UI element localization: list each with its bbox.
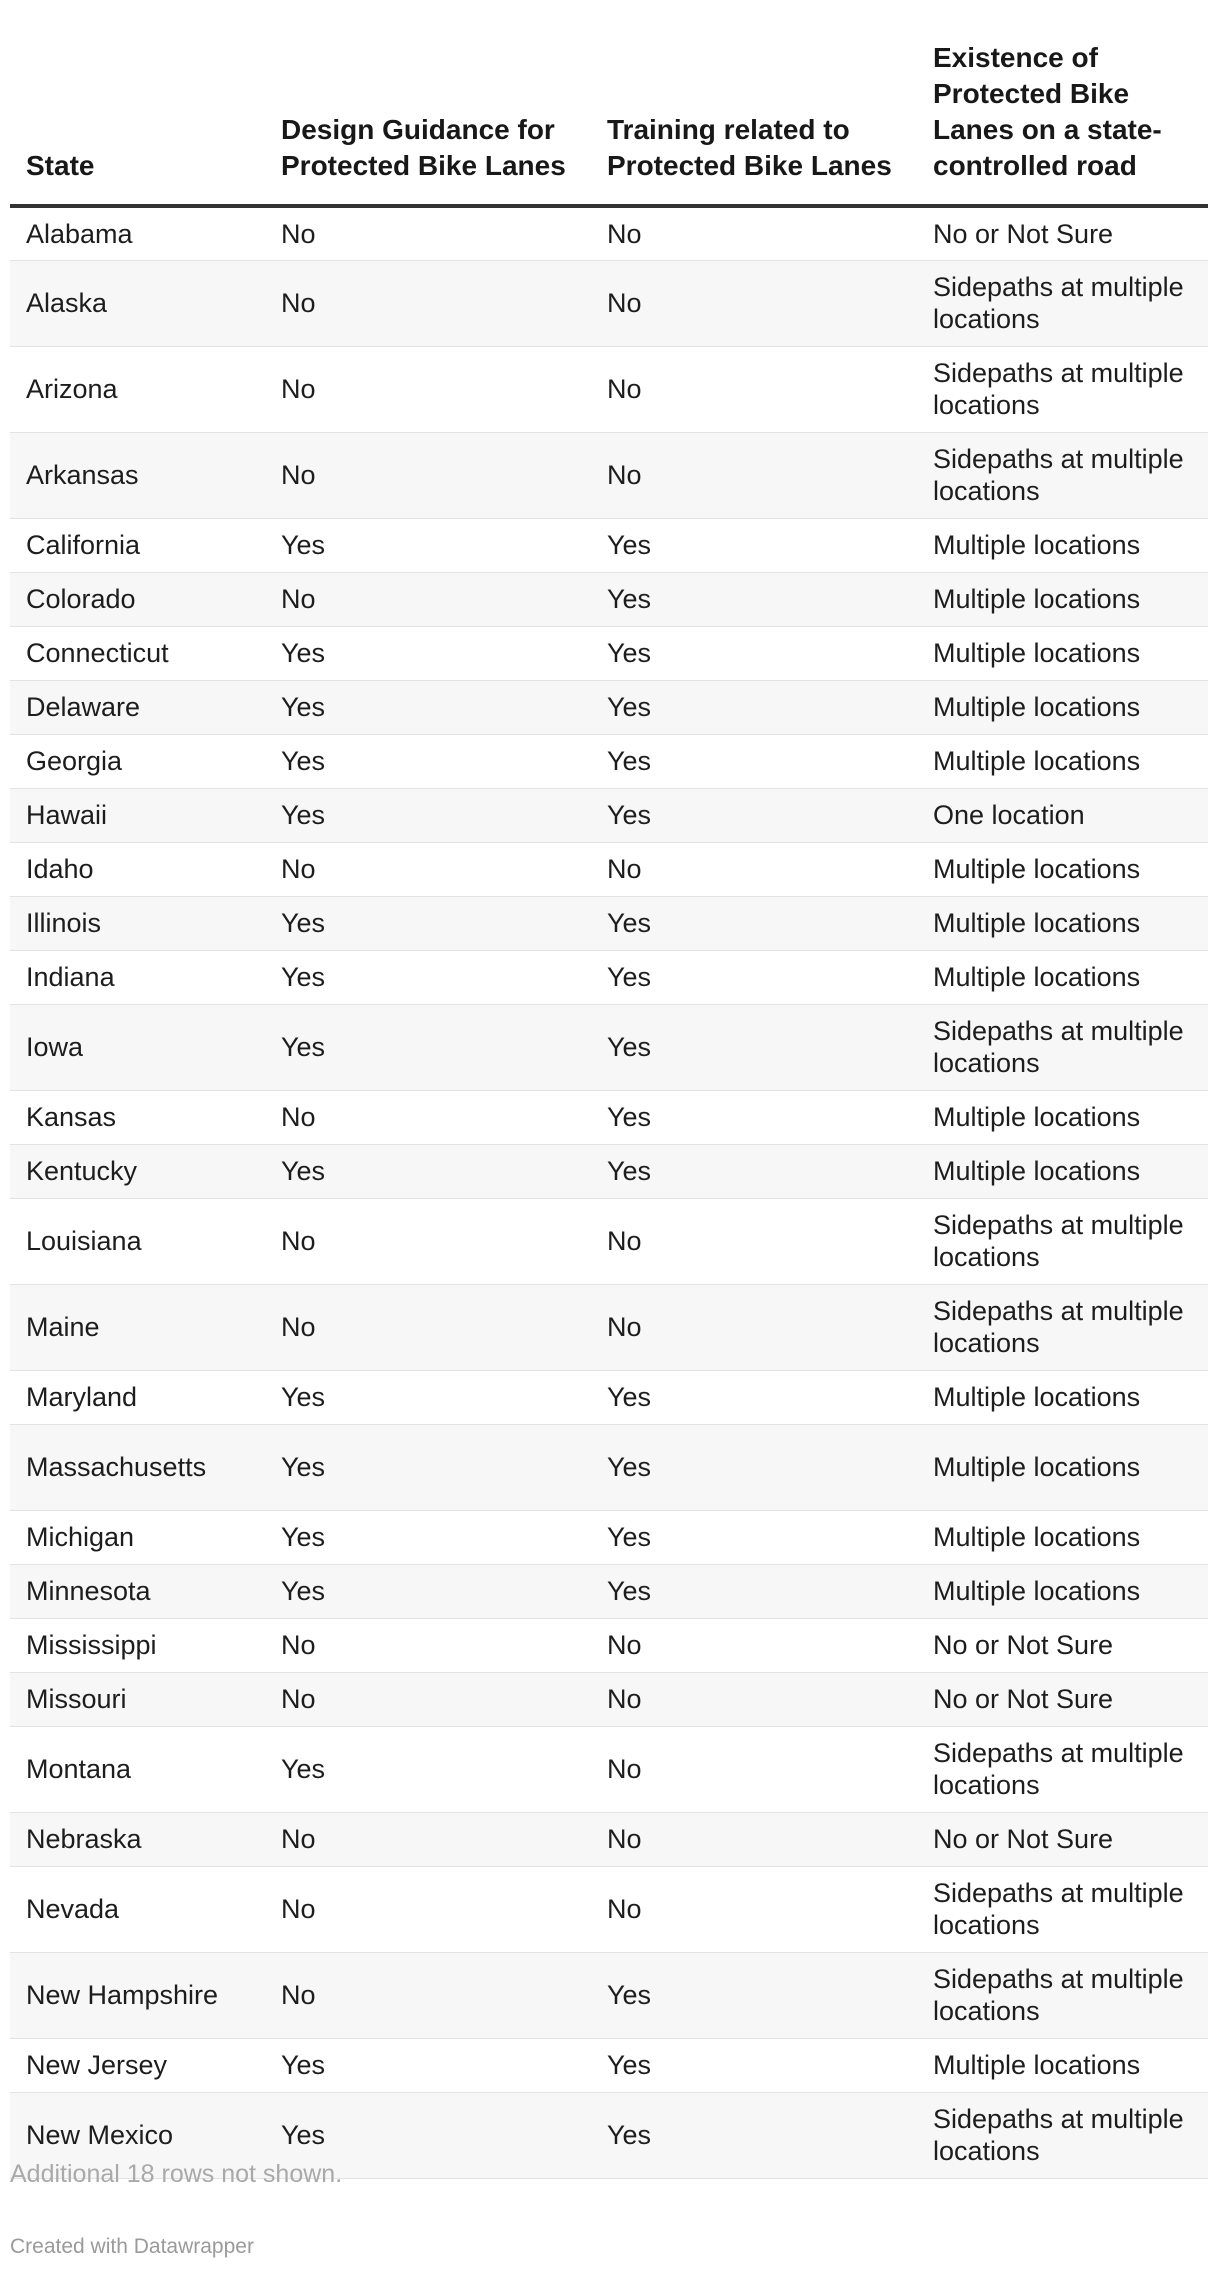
- data-table: [10, 0, 1208, 2179]
- cell-design-guidance: No: [265, 1812, 591, 1866]
- cell-training: Yes: [591, 572, 917, 626]
- table-row: [10, 1370, 1208, 1424]
- cell-training: No: [591, 1284, 917, 1370]
- cell-design-guidance: No: [265, 1090, 591, 1144]
- cell-design-guidance: Yes: [265, 680, 591, 734]
- cell-training: No: [591, 1618, 917, 1672]
- cell-state: Louisiana: [10, 1198, 265, 1284]
- cell-existence: Multiple locations: [917, 950, 1208, 1004]
- cell-existence: Multiple locations: [917, 572, 1208, 626]
- cell-existence: Sidepaths at multiple locations: [917, 1866, 1208, 1952]
- cell-training: No: [591, 432, 917, 518]
- cell-state: Alabama: [10, 206, 265, 260]
- cell-existence: Multiple locations: [917, 626, 1208, 680]
- cell-design-guidance: Yes: [265, 896, 591, 950]
- cell-state: Colorado: [10, 572, 265, 626]
- cell-design-guidance: No: [265, 572, 591, 626]
- cell-state: Nebraska: [10, 1812, 265, 1866]
- cell-state: Montana: [10, 1726, 265, 1812]
- cell-existence: Sidepaths at multiple locations: [917, 1726, 1208, 1812]
- cell-existence: No or Not Sure: [917, 206, 1208, 260]
- cell-training: No: [591, 1812, 917, 1866]
- table-row: [10, 206, 1208, 260]
- table-row: [10, 734, 1208, 788]
- cell-training: Yes: [591, 1370, 917, 1424]
- cell-training: Yes: [591, 1144, 917, 1198]
- cell-training: Yes: [591, 1004, 917, 1090]
- cell-existence: Multiple locations: [917, 842, 1208, 896]
- cell-design-guidance: Yes: [265, 2038, 591, 2092]
- cell-state: Indiana: [10, 950, 265, 1004]
- cell-existence: Multiple locations: [917, 2038, 1208, 2092]
- cell-state: Idaho: [10, 842, 265, 896]
- cell-design-guidance: Yes: [265, 788, 591, 842]
- cell-training: No: [591, 1672, 917, 1726]
- cell-training: No: [591, 346, 917, 432]
- cell-state: New Jersey: [10, 2038, 265, 2092]
- table-body: [10, 206, 1208, 2178]
- cell-design-guidance: No: [265, 206, 591, 260]
- table-row: [10, 1866, 1208, 1952]
- cell-state: Minnesota: [10, 1564, 265, 1618]
- table-row: [10, 260, 1208, 346]
- cell-state: Nevada: [10, 1866, 265, 1952]
- cell-existence: Sidepaths at multiple locations: [917, 2092, 1208, 2178]
- table-row: [10, 1564, 1208, 1618]
- cell-design-guidance: No: [265, 842, 591, 896]
- credit-line: Created with Datawrapper: [10, 2235, 254, 2258]
- table-row: [10, 1952, 1208, 2038]
- cell-design-guidance: Yes: [265, 1726, 591, 1812]
- cell-design-guidance: Yes: [265, 2092, 591, 2178]
- table-row: [10, 572, 1208, 626]
- column-header-state[interactable]: State: [10, 0, 265, 206]
- cell-state: Kentucky: [10, 1144, 265, 1198]
- cell-existence: Multiple locations: [917, 1564, 1208, 1618]
- table-row: [10, 842, 1208, 896]
- cell-existence: Sidepaths at multiple locations: [917, 1284, 1208, 1370]
- cell-state: Mississippi: [10, 1618, 265, 1672]
- cell-existence: One location: [917, 788, 1208, 842]
- cell-design-guidance: Yes: [265, 518, 591, 572]
- cell-design-guidance: Yes: [265, 1004, 591, 1090]
- table-row: [10, 1004, 1208, 1090]
- column-header-design-guidance[interactable]: Design Guidance for Protected Bike Lanes: [265, 0, 591, 206]
- cell-training: Yes: [591, 788, 917, 842]
- cell-design-guidance: Yes: [265, 1564, 591, 1618]
- cell-state: New Hampshire: [10, 1952, 265, 2038]
- cell-training: Yes: [591, 518, 917, 572]
- table-row: [10, 680, 1208, 734]
- cell-training: Yes: [591, 950, 917, 1004]
- cell-existence: Sidepaths at multiple locations: [917, 260, 1208, 346]
- cell-design-guidance: Yes: [265, 626, 591, 680]
- cell-state: Connecticut: [10, 626, 265, 680]
- cell-design-guidance: Yes: [265, 1424, 591, 1510]
- cell-training: No: [591, 260, 917, 346]
- cell-training: No: [591, 206, 917, 260]
- cell-existence: Sidepaths at multiple locations: [917, 346, 1208, 432]
- cell-existence: Multiple locations: [917, 1510, 1208, 1564]
- column-header-existence[interactable]: Existence of Protected Bike Lanes on a state-controlled road: [917, 0, 1208, 206]
- cell-existence: Multiple locations: [917, 734, 1208, 788]
- cell-existence: Multiple locations: [917, 1370, 1208, 1424]
- cell-state: Arizona: [10, 346, 265, 432]
- table-row: [10, 1726, 1208, 1812]
- table-row: [10, 518, 1208, 572]
- cell-state: Alaska: [10, 260, 265, 346]
- cell-design-guidance: No: [265, 1866, 591, 1952]
- table-row: [10, 1618, 1208, 1672]
- cell-training: No: [591, 842, 917, 896]
- table-row: [10, 1672, 1208, 1726]
- column-header-training[interactable]: Training related to Protected Bike Lanes: [591, 0, 917, 206]
- table-row: [10, 1284, 1208, 1370]
- cell-existence: No or Not Sure: [917, 1618, 1208, 1672]
- table-row: [10, 432, 1208, 518]
- cell-state: Maryland: [10, 1370, 265, 1424]
- table-row: [10, 1424, 1208, 1510]
- cell-design-guidance: Yes: [265, 1370, 591, 1424]
- cell-design-guidance: Yes: [265, 734, 591, 788]
- cell-existence: Sidepaths at multiple locations: [917, 1198, 1208, 1284]
- cell-training: Yes: [591, 1510, 917, 1564]
- table-row: [10, 788, 1208, 842]
- cell-existence: Multiple locations: [917, 680, 1208, 734]
- cell-existence: Multiple locations: [917, 518, 1208, 572]
- cell-state: New Mexico: [10, 2092, 265, 2178]
- cell-design-guidance: No: [265, 1198, 591, 1284]
- cell-training: No: [591, 1198, 917, 1284]
- cell-state: Maine: [10, 1284, 265, 1370]
- cell-state: California: [10, 518, 265, 572]
- cell-existence: Sidepaths at multiple locations: [917, 1004, 1208, 1090]
- cell-training: Yes: [591, 626, 917, 680]
- table-row: [10, 950, 1208, 1004]
- cell-training: Yes: [591, 734, 917, 788]
- cell-existence: Multiple locations: [917, 1090, 1208, 1144]
- cell-state: Hawaii: [10, 788, 265, 842]
- cell-state: Kansas: [10, 1090, 265, 1144]
- cell-state: Arkansas: [10, 432, 265, 518]
- cell-design-guidance: No: [265, 1284, 591, 1370]
- table-header-row: [10, 0, 1208, 206]
- cell-state: Delaware: [10, 680, 265, 734]
- cell-design-guidance: No: [265, 1952, 591, 2038]
- cell-design-guidance: Yes: [265, 1144, 591, 1198]
- cell-design-guidance: No: [265, 346, 591, 432]
- cell-training: Yes: [591, 1564, 917, 1618]
- table-row: [10, 626, 1208, 680]
- cell-existence: No or Not Sure: [917, 1812, 1208, 1866]
- cell-design-guidance: No: [265, 1672, 591, 1726]
- cell-existence: Multiple locations: [917, 896, 1208, 950]
- cell-existence: Multiple locations: [917, 1144, 1208, 1198]
- cell-training: Yes: [591, 680, 917, 734]
- table-row: [10, 346, 1208, 432]
- cell-training: Yes: [591, 2092, 917, 2178]
- cell-design-guidance: No: [265, 1618, 591, 1672]
- cell-training: No: [591, 1726, 917, 1812]
- table-container: [10, 0, 1208, 2179]
- cell-design-guidance: No: [265, 260, 591, 346]
- table-row: [10, 1812, 1208, 1866]
- cell-existence: Multiple locations: [917, 1424, 1208, 1510]
- table-row: [10, 1144, 1208, 1198]
- cell-training: No: [591, 1866, 917, 1952]
- cell-state: Michigan: [10, 1510, 265, 1564]
- table-row: [10, 1510, 1208, 1564]
- cell-training: Yes: [591, 1424, 917, 1510]
- cell-state: Illinois: [10, 896, 265, 950]
- cell-state: Massachusetts: [10, 1424, 265, 1510]
- table-row: [10, 1198, 1208, 1284]
- cell-design-guidance: Yes: [265, 950, 591, 1004]
- cell-existence: Sidepaths at multiple locations: [917, 1952, 1208, 2038]
- cell-state: Georgia: [10, 734, 265, 788]
- cell-existence: No or Not Sure: [917, 1672, 1208, 1726]
- cell-training: Yes: [591, 2038, 917, 2092]
- cell-training: Yes: [591, 1090, 917, 1144]
- cell-training: Yes: [591, 1952, 917, 2038]
- cell-state: Iowa: [10, 1004, 265, 1090]
- table-row: [10, 896, 1208, 950]
- cell-design-guidance: No: [265, 432, 591, 518]
- table-row: [10, 1090, 1208, 1144]
- cell-existence: Sidepaths at multiple locations: [917, 432, 1208, 518]
- cell-design-guidance: Yes: [265, 1510, 591, 1564]
- table-notes: Additional 18 rows not shown.: [10, 2160, 343, 2188]
- table-row: [10, 2038, 1208, 2092]
- cell-state: Missouri: [10, 1672, 265, 1726]
- cell-training: Yes: [591, 896, 917, 950]
